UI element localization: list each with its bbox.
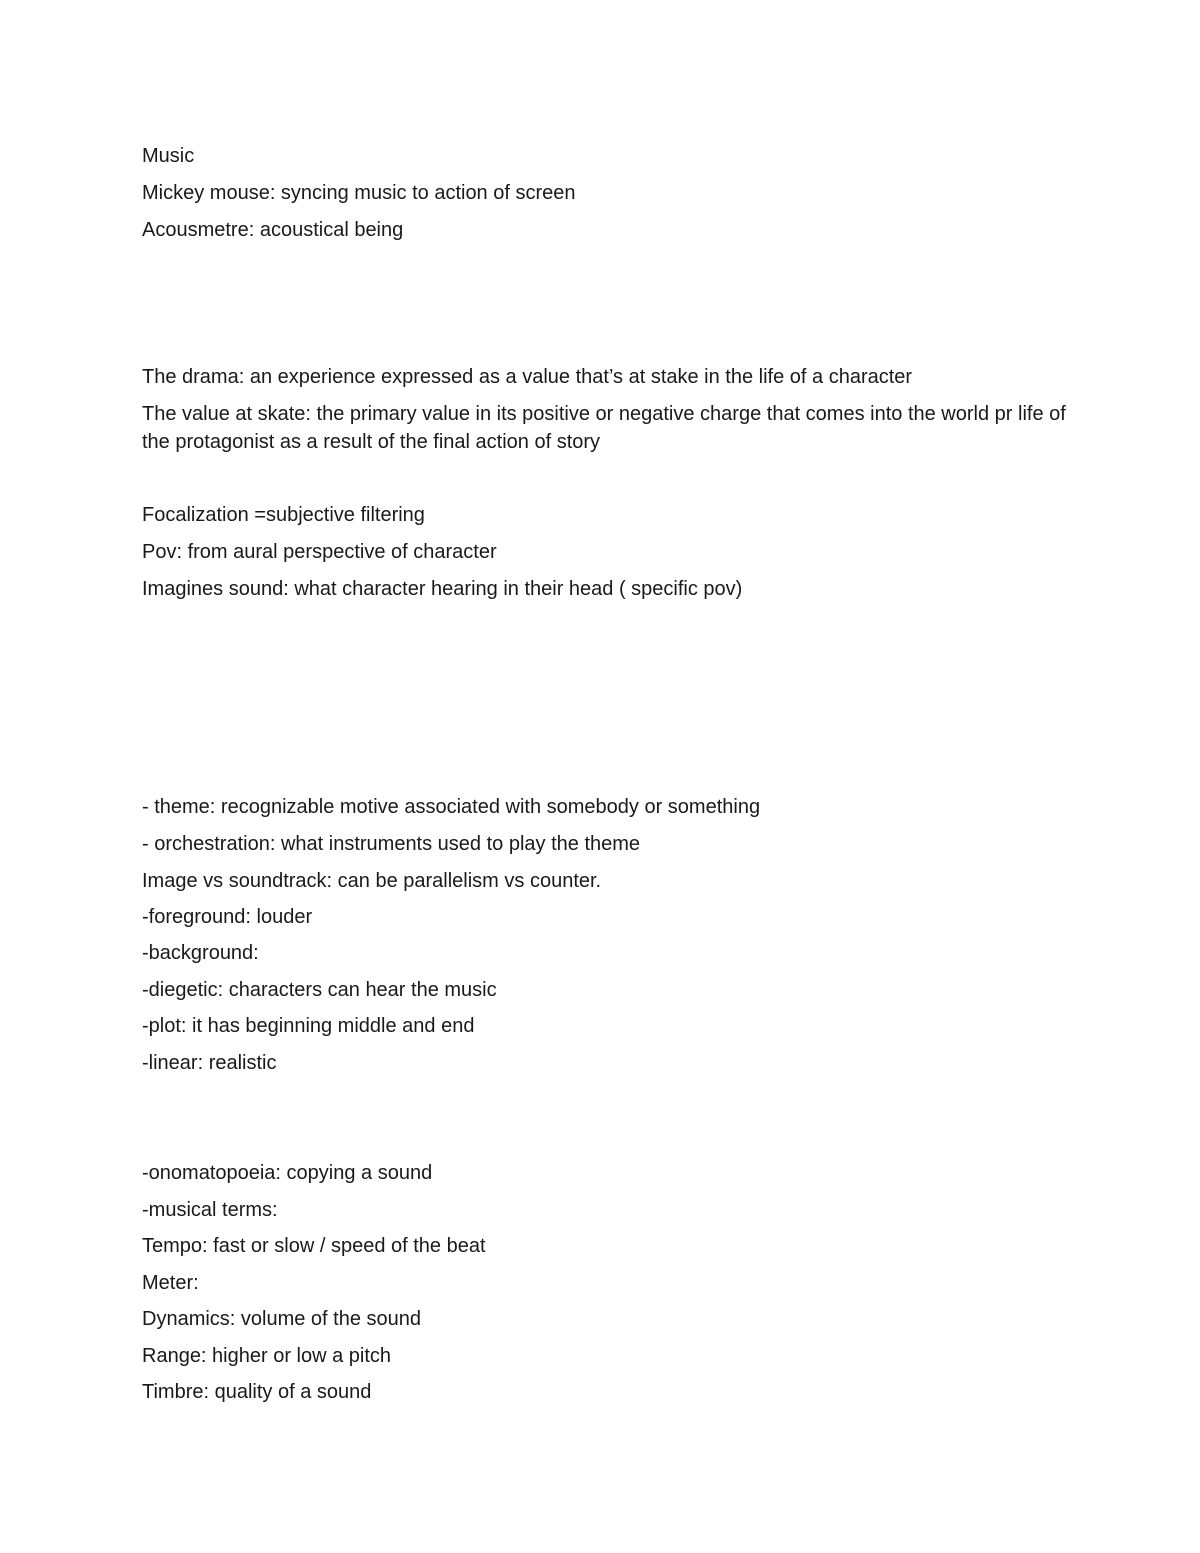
note-line: Timbre: quality of a sound — [142, 1381, 372, 1403]
note-line: - theme: recognizable motive associated with somebody or something — [142, 796, 761, 818]
note-line: -background: — [142, 942, 259, 964]
note-line: Mickey mouse: syncing music to action of screen — [142, 182, 576, 204]
note-line: -onomatopoeia: copying a sound — [142, 1162, 433, 1184]
note-line: -plot: it has beginning middle and end — [142, 1015, 475, 1037]
note-line: Acousmetre: acoustical being — [142, 219, 404, 241]
note-line: Imagines sound: what character hearing in their head ( specific pov) — [142, 578, 743, 600]
note-line: Pov: from aural perspective of character — [142, 541, 497, 563]
note-line: Dynamics: volume of the sound — [142, 1308, 422, 1330]
note-line: Tempo: fast or slow / speed of the beat — [142, 1235, 486, 1257]
note-line: The drama: an experience expressed as a value that’s at stake in the life of a character — [142, 366, 913, 388]
note-line: -linear: realistic — [142, 1052, 277, 1074]
note-line: Image vs soundtrack: can be parallelism vs counter. — [142, 870, 602, 892]
note-line: -foreground: louder — [142, 906, 313, 928]
note-line: Range: higher or low a pitch — [142, 1345, 392, 1367]
note-line: Focalization =subjective filtering — [142, 504, 425, 526]
section-heading-music: Music — [142, 145, 195, 167]
note-line: Meter: — [142, 1272, 199, 1294]
note-paragraph: The value at skate: the primary value in its positive or negative charge that comes into the world pr life of the protagonist as a result of the final action of story — [142, 403, 1066, 453]
note-line: - orchestration: what instruments used to play the theme — [142, 833, 641, 855]
note-line: -musical terms: — [142, 1199, 278, 1221]
note-line: -diegetic: characters can hear the music — [142, 979, 497, 1001]
